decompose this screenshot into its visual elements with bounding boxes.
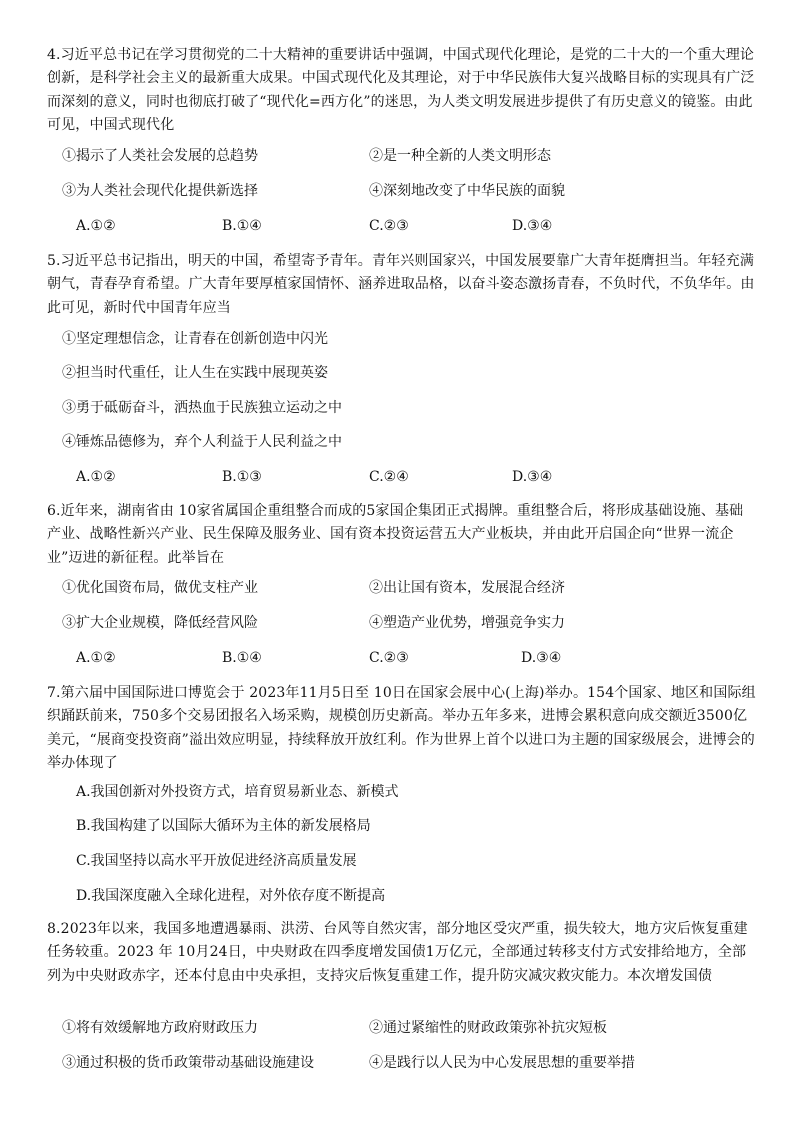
q4-option-a[interactable]: A.①② — [76, 218, 116, 234]
q4-statement-3: ③为人类社会现代化提供新选择 — [62, 183, 258, 199]
question-8-stem: 8.2023年以来，我国多地遭遇暴雨、洪涝、台风等自然灾害，部分地区受灾严重，损失较大，地方灾后恢复重建任务较重。2023 年 10月24日，中央财政在四季度增发国债1万亿元，全部通过转移支付方式安排给地方，全部列为中央财政赤字，还本付息由中央承担，支持灾后恢复重建工作，提升防灾减灾救灾能力。本次增发国债 — [47, 921, 748, 984]
q7-option-d[interactable]: D.我国深度融入全球化进程，对外依存度不断提高 — [76, 888, 386, 904]
q5-option-b[interactable]: B.①③ — [222, 469, 262, 485]
question-4-stem: 4.习近平总书记在学习贯彻党的二十大精神的重要讲话中强调，中国式现代化理论，是党的二十大的一个重大理论创新，是科学社会主义的最新重大成果。中国式现代化及其理论，对于中华民族伟大复兴战略目标的实现具有广泛而深刻的意义，同时也彻底打破了“现代化=西方化”的迷思，为人类文明发展进步提供了有历史意义的镜鉴。由此可见，中国式现代化 — [47, 47, 755, 133]
q4-option-c[interactable]: C.②③ — [369, 218, 409, 234]
q8-statement-1: ①将有效缓解地方政府财政压力 — [62, 1020, 258, 1036]
q4-option-b[interactable]: B.①④ — [222, 218, 262, 234]
q6-statement-3: ③扩大企业规模，降低经营风险 — [62, 615, 258, 631]
q7-option-a[interactable]: A.我国创新对外投资方式，培育贸易新业态、新模式 — [76, 784, 399, 800]
q6-statement-2: ②出让国有资本，发展混合经济 — [369, 580, 565, 596]
q7-option-b[interactable]: B.我国构建了以国际大循环为主体的新发展格局 — [76, 818, 371, 834]
q8-statement-4: ④是践行以人民为中心发展思想的重要举措 — [369, 1055, 635, 1071]
q4-option-d[interactable]: D.③④ — [512, 218, 553, 234]
question-6-stem: 6.近年来，湖南省由 10家省属国企重组整合而成的5家国企集团正式揭牌。重组整合后，将形成基础设施、基础产业、战略性新兴产业、民生保障及服务业、国有资本投资运营五大产业板块，并由此开启国企向“世界一流企业”迈进的新征程。此举旨在 — [47, 503, 744, 566]
q5-statement-4: ④锤炼品德修为，弃个人利益于人民利益之中 — [62, 434, 342, 450]
q5-statement-1: ①坚定理想信念，让青春在创新创造中闪光 — [62, 331, 328, 347]
q8-statement-3: ③通过积极的货币政策带动基础设施建设 — [62, 1055, 314, 1071]
q6-option-b[interactable]: B.①④ — [222, 650, 262, 666]
q4-statement-2: ②是一种全新的人类文明形态 — [369, 148, 551, 164]
q8-statement-2: ②通过紧缩性的财政政策弥补抗灾短板 — [369, 1020, 607, 1036]
q5-option-d[interactable]: D.③④ — [512, 469, 553, 485]
q6-option-d[interactable]: D.③④ — [521, 650, 562, 666]
q6-statement-1: ①优化国资布局，做优支柱产业 — [62, 580, 258, 596]
q7-option-c[interactable]: C.我国坚持以高水平开放促进经济高质量发展 — [76, 853, 357, 869]
question-5-stem: 5.习近平总书记指出，明天的中国，希望寄予青年。青年兴则国家兴，中国发展要靠广大青年挺膺担当。年轻充满朝气，青春孕育希望。广大青年要厚植家国情怀、涵养进取品格，以奋斗姿态激扬青春，不负时代，不负华年。由此可见，新时代中国青年应当 — [47, 253, 755, 316]
q5-option-a[interactable]: A.①② — [76, 469, 116, 485]
q6-statement-4: ④塑造产业优势，增强竞争实力 — [369, 615, 565, 631]
q5-statement-2: ②担当时代重任，让人生在实践中展现英姿 — [62, 365, 328, 381]
q6-option-c[interactable]: C.②③ — [369, 650, 409, 666]
q6-option-a[interactable]: A.①② — [76, 650, 116, 666]
question-7-stem: 7.第六届中国国际进口博览会于 2023年11月5日至 10日在国家会展中心(上海)举办。154个国家、地区和国际组织踊跃前来，750多个交易团报名入场采购，规模创历史新高。举办五年多来，进博会累积意向成交额近3500亿美元，“展商变投资商”溢出效应明显，持续释放开放红利。作为世界上首个以进口为主题的国家级展会，进博会的举办体现了 — [47, 685, 756, 771]
q5-statement-3: ③勇于砥砺奋斗，洒热血于民族独立运动之中 — [62, 400, 342, 416]
q4-statement-4: ④深刻地改变了中华民族的面貌 — [369, 183, 565, 199]
q4-statement-1: ①揭示了人类社会发展的总趋势 — [62, 148, 258, 164]
q5-option-c[interactable]: C.②④ — [369, 469, 409, 485]
